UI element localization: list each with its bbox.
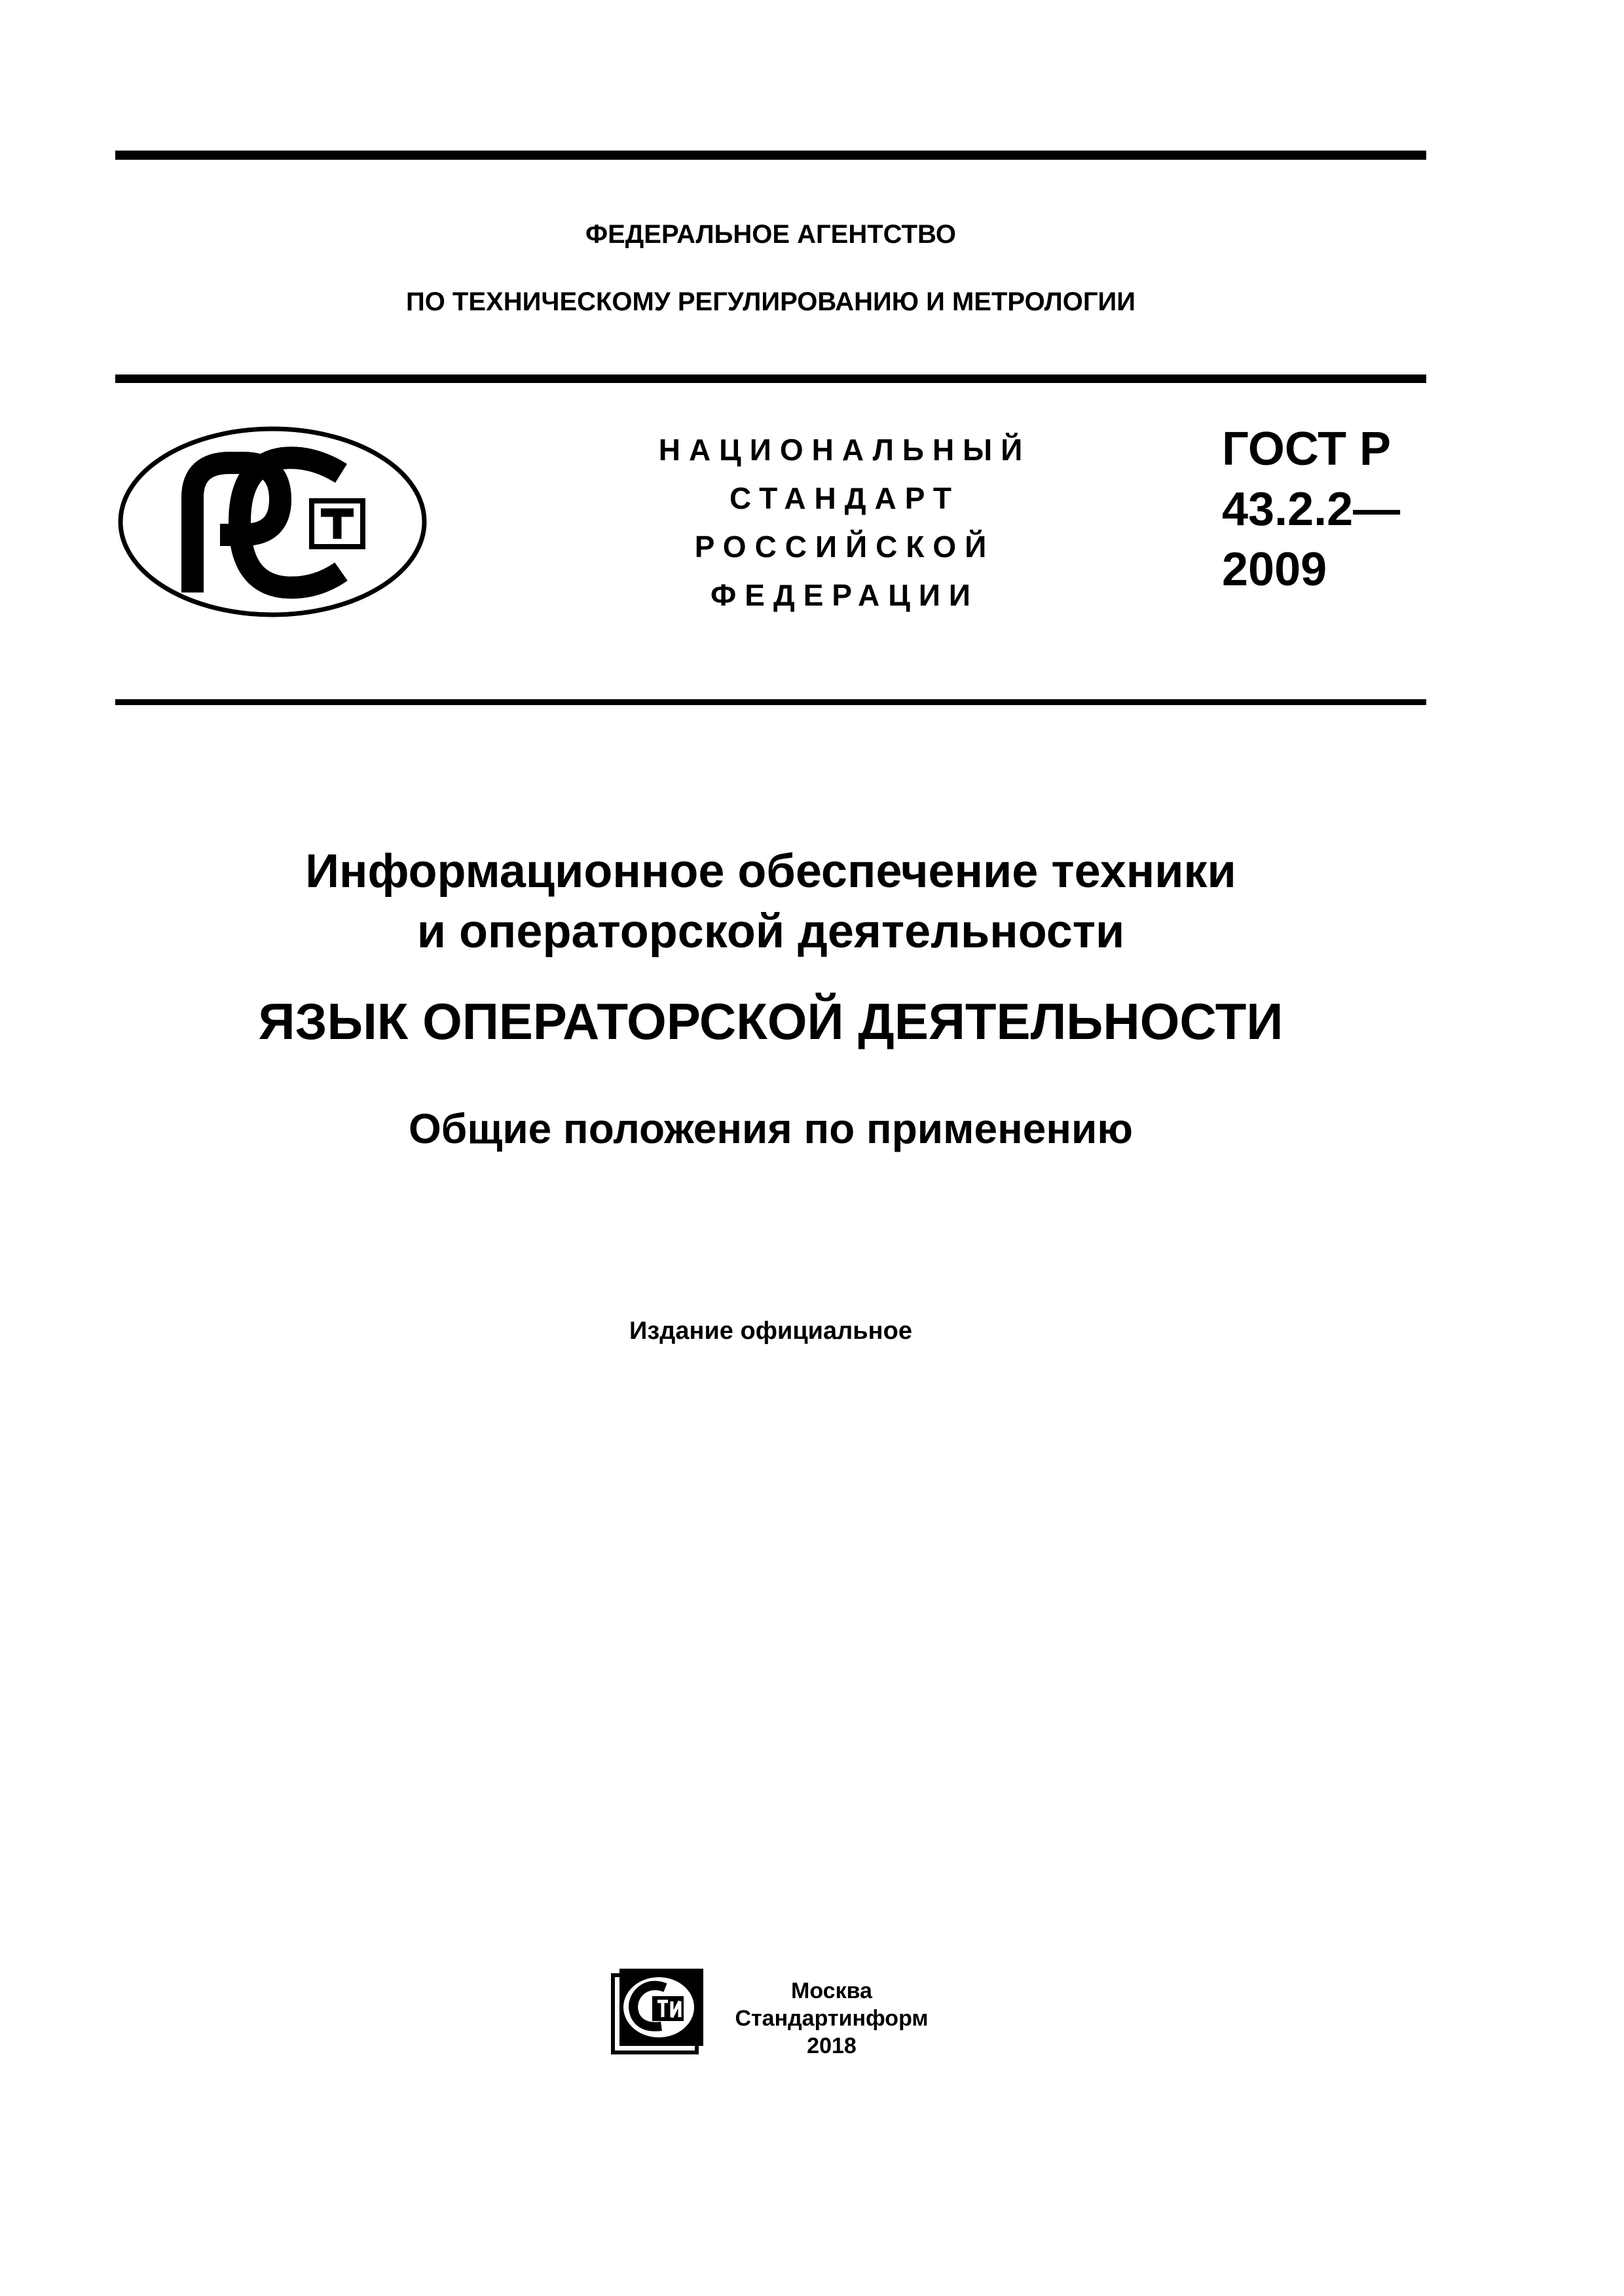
- standartinform-logo-icon: [608, 1966, 706, 2061]
- national-line-3: РОССИЙСКОЙ: [694, 530, 995, 564]
- national-line-4: ФЕДЕРАЦИИ: [710, 578, 979, 612]
- rst-certification-mark-icon: [115, 422, 430, 622]
- agency-name-line-2: ПО ТЕХНИЧЕСКОМУ РЕГУЛИРОВАНИЮ И МЕТРОЛОГИИ: [405, 287, 1136, 316]
- title-line-1: Информационное обеспечение техники: [305, 845, 1236, 898]
- bottom-rule: [115, 699, 1426, 705]
- national-line-2: СТАНДАРТ: [729, 481, 960, 515]
- standard-code-line-3: 2009: [1222, 543, 1327, 596]
- standard-code-line-2: 43.2.2—: [1222, 483, 1401, 536]
- edition-label: Издание официальное: [629, 1317, 912, 1345]
- standard-code: [1222, 419, 1400, 600]
- national-standard-label: [576, 426, 1113, 619]
- agency-name-line-1: ФЕДЕРАЛЬНОЕ АГЕНТСТВО: [585, 220, 957, 249]
- top-rule: [115, 151, 1426, 160]
- standard-code-line-1: ГОСТ Р: [1222, 423, 1392, 475]
- document-subtitle: Общие положения по применению: [409, 1105, 1133, 1152]
- publisher-name: Стандартинформ: [735, 2006, 929, 2031]
- middle-rule: [115, 374, 1426, 383]
- publisher-year: 2018: [807, 2033, 857, 2058]
- publisher-info: [720, 1977, 943, 2060]
- publisher-city: Москва: [791, 1978, 872, 2003]
- document-main-title: ЯЗЫК ОПЕРАТОРСКОЙ ДЕЯТЕЛЬНОСТИ: [258, 993, 1283, 1050]
- national-line-1: НАЦИОНАЛЬНЫЙ: [658, 433, 1031, 467]
- title-line-2: и операторской деятельности: [416, 905, 1125, 958]
- document-title: [115, 841, 1426, 962]
